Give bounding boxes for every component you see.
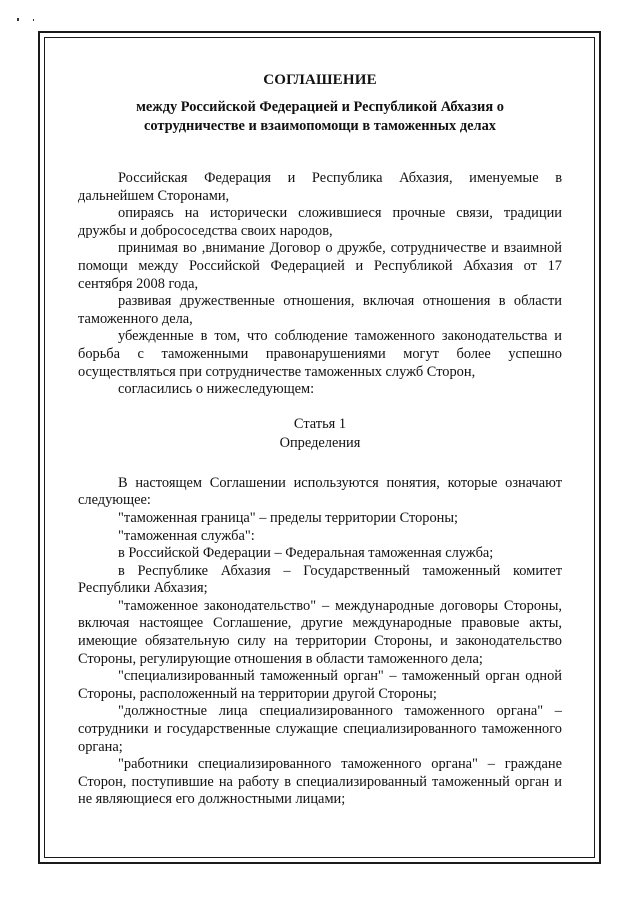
article-paragraph: в Республике Абхазия – Государственный таможенный комитет Республики Абхазия; bbox=[78, 562, 562, 597]
preamble-paragraph: принимая во ,внимание Договор о дружбе, сотрудничестве и взаимной помощи между Российской Федерацией и Республикой Абхазия от 17 сентября 2008 года, bbox=[78, 240, 562, 292]
subtitle-line-2: сотрудничестве и взаимопомощи в таможенных делах bbox=[144, 118, 496, 134]
article-1 bbox=[78, 415, 562, 453]
article-1-body bbox=[78, 475, 562, 809]
preamble bbox=[78, 170, 562, 399]
subtitle-line-1: между Российской Федерацией и Республикой Абхазия о bbox=[136, 99, 504, 115]
article-number: Статья 1 bbox=[293, 415, 347, 432]
preamble-paragraph: развивая дружественные отношения, включая отношения в области таможенного дела, bbox=[78, 293, 562, 327]
scan-speck bbox=[17, 18, 19, 21]
article-paragraph: "таможенное законодательство" – международные договоры Стороны, включая настоящее Соглашение, другие международные правовые акты, имеющие обязательную силу на территории Стороны, и законодательство Стороны, регулирующие отношения в области таможенного дела; bbox=[78, 597, 562, 667]
preamble-paragraph: опираясь на исторически сложившиеся прочные связи, традиции дружбы и добрососедства своих народов, bbox=[78, 205, 562, 239]
preamble-paragraph: убежденные в том, что соблюдение таможенного законодательства и борьба с таможенными правонарушениями могут более успешно осуществляться при сотрудничестве таможенных служб Сторон, bbox=[78, 328, 562, 380]
article-paragraph: "таможенная служба": bbox=[118, 527, 255, 544]
article-heading: Определения bbox=[279, 434, 361, 451]
scan-speck bbox=[33, 19, 34, 21]
document-subtitle bbox=[78, 98, 562, 136]
article-paragraph: "работники специализированного таможенного органа" – граждане Сторон, поступившие на работу в специализированный таможенный орган и не являющиеся его должностными лицами; bbox=[78, 756, 562, 808]
article-paragraph: в Российской Федерации – Федеральная таможенная служба; bbox=[118, 545, 494, 562]
article-paragraph: "должностные лица специализированного таможенного органа" – сотрудники и государственные служащие специализированного таможенного органа; bbox=[78, 703, 562, 755]
document-body bbox=[78, 70, 562, 809]
preamble-paragraph: Российская Федерация и Республика Абхазия, именуемые в дальнейшем Сторонами, bbox=[78, 170, 562, 204]
article-paragraph: "таможенная граница" – пределы территории Стороны; bbox=[118, 509, 459, 526]
document-title: СОГЛАШЕНИЕ bbox=[263, 72, 377, 88]
preamble-paragraph: согласились о нижеследующем: bbox=[118, 381, 315, 398]
article-paragraph: "специализированный таможенный орган" – таможенный орган одной Стороны, расположенный на территории другой Стороны; bbox=[78, 668, 562, 702]
article-paragraph: В настоящем Соглашении используются понятия, которые означают следующее: bbox=[78, 474, 562, 509]
